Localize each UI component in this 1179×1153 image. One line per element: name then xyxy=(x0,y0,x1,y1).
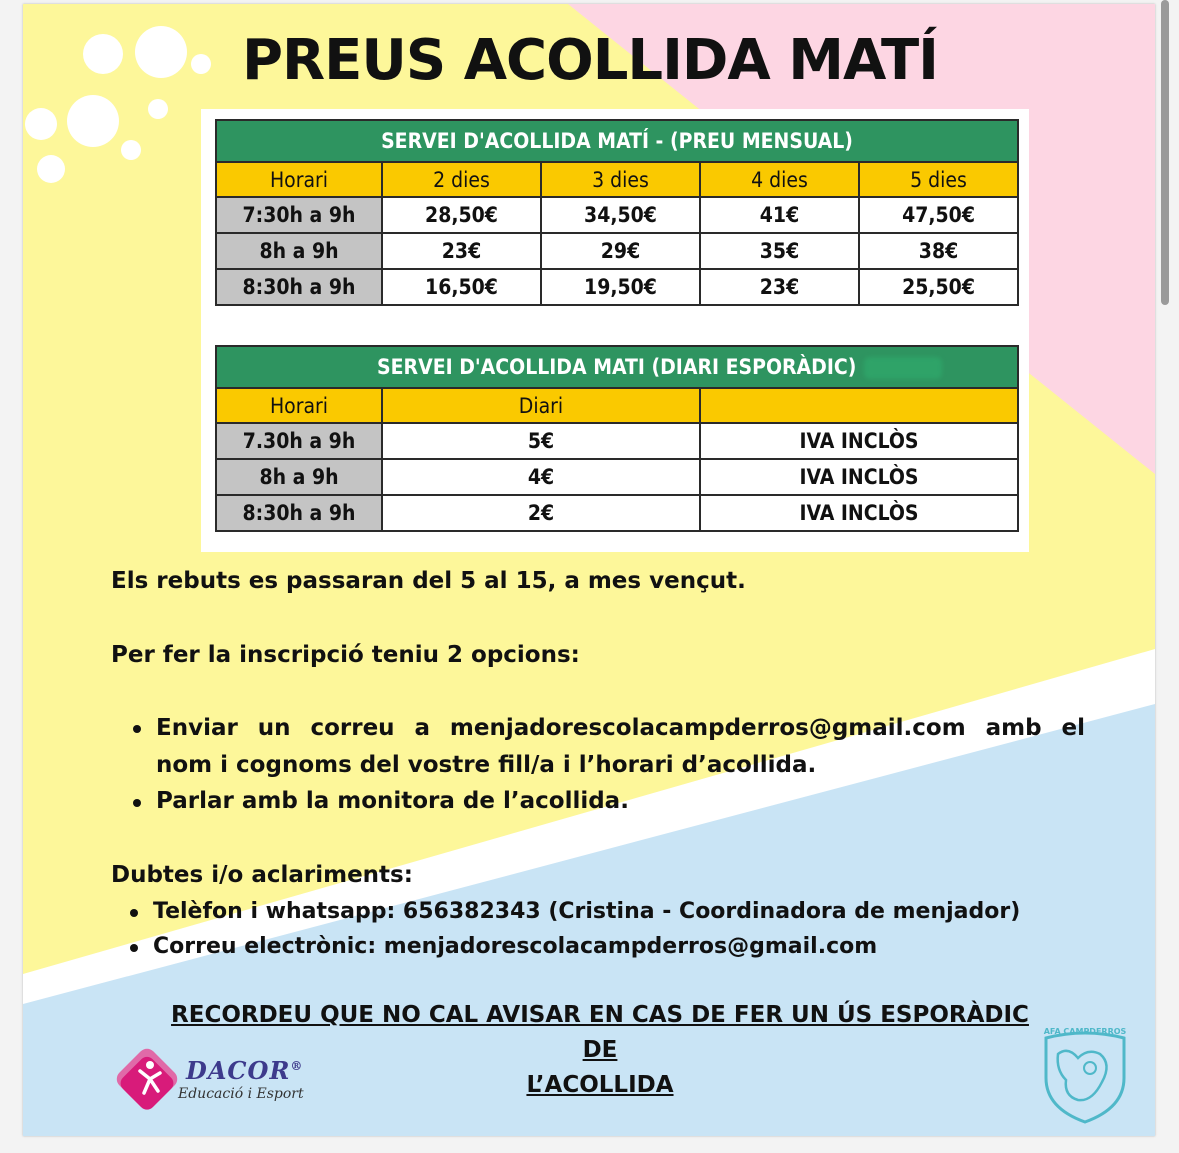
price-cell: 35€ xyxy=(700,233,859,269)
table-row xyxy=(216,233,1018,269)
row-label: 7:30h a 9h xyxy=(216,197,382,233)
dacor-subtitle: Educació i Esport xyxy=(178,1086,304,1102)
price-cell: 41€ xyxy=(700,197,859,233)
price-cell: 25,50€ xyxy=(859,269,1018,305)
afa-logo-text: AFA CAMPDERROS xyxy=(1043,1027,1127,1036)
price-cell: 2€ xyxy=(382,495,700,531)
vat-cell: IVA INCLÒS xyxy=(700,459,1018,495)
price-cell: 16,50€ xyxy=(382,269,541,305)
bullet xyxy=(133,725,141,733)
table-row xyxy=(216,459,1018,495)
table-row xyxy=(216,423,1018,459)
column-header xyxy=(700,388,1018,423)
price-cell: 4€ xyxy=(382,459,700,495)
monthly-price-table xyxy=(215,119,1019,306)
bullet xyxy=(130,909,138,917)
dacor-name xyxy=(186,1056,303,1085)
registered-mark: ® xyxy=(290,1059,304,1073)
daily-table-header-text: SERVEI D'ACOLLIDA MATI (DIARI ESPORÀDIC) xyxy=(377,355,857,379)
price-cell: 23€ xyxy=(700,269,859,305)
option-email-line1: Enviar un correu a menjadorescolacampderros@gmail.com amb el xyxy=(156,715,1085,741)
daily-price-table xyxy=(215,345,1019,532)
price-cell: 28,50€ xyxy=(382,197,541,233)
table-row xyxy=(216,269,1018,305)
row-label: 7.30h a 9h xyxy=(216,423,382,459)
row-label: 8h a 9h xyxy=(216,233,382,269)
option-email-line2: nom i cognoms del vostre fill/a i l’horari d’acollida. xyxy=(156,752,817,778)
inscription-title: Per fer la inscripció teniu 2 opcions: xyxy=(111,642,580,668)
price-cell: 38€ xyxy=(859,233,1018,269)
price-cell: 47,50€ xyxy=(859,197,1018,233)
doubts-title: Dubtes i/o aclariments: xyxy=(111,862,413,888)
afa-campderros-logo-icon xyxy=(1038,1024,1132,1126)
row-label: 8:30h a 9h xyxy=(216,495,382,531)
page-title: PREUS ACOLLIDA MATÍ xyxy=(241,28,939,93)
monthly-table-header: SERVEI D'ACOLLIDA MATÍ - (PREU MENSUAL) xyxy=(216,120,1018,162)
column-header: Diari xyxy=(382,388,700,423)
dacor-logo-icon xyxy=(110,1045,184,1113)
option-monitor: Parlar amb la monitora de l’acollida. xyxy=(156,788,629,814)
price-cell: 29€ xyxy=(541,233,700,269)
contact-phone: Telèfon i whatsapp: 656382343 (Cristina - Coordinadora de menjador) xyxy=(153,899,1021,924)
price-cell: 19,50€ xyxy=(541,269,700,305)
table-row xyxy=(216,495,1018,531)
daily-table-header xyxy=(216,346,1018,388)
notice-line2: L’ACOLLIDA xyxy=(526,1072,674,1098)
column-header: Horari xyxy=(216,162,382,197)
column-header: Horari xyxy=(216,388,382,423)
bullet xyxy=(133,799,141,807)
price-cell: 5€ xyxy=(382,423,700,459)
column-header: 2 dies xyxy=(382,162,541,197)
table-row xyxy=(216,197,1018,233)
receipts-text: Els rebuts es passaran del 5 al 15, a mes vençut. xyxy=(111,568,746,594)
contact-email: Correu electrònic: menjadorescolacampderros@gmail.com xyxy=(153,934,878,959)
bullet xyxy=(130,944,138,952)
redaction-smudge xyxy=(864,357,942,379)
price-cell: 34,50€ xyxy=(541,197,700,233)
row-label: 8:30h a 9h xyxy=(216,269,382,305)
dacor-name-text: DACOR xyxy=(186,1056,291,1085)
price-cell: 23€ xyxy=(382,233,541,269)
vat-cell: IVA INCLÒS xyxy=(700,495,1018,531)
column-header: 3 dies xyxy=(541,162,700,197)
notice-line1: RECORDEU QUE NO CAL AVISAR EN CAS DE FER UN ÚS ESPORÀDIC DE xyxy=(171,1002,1029,1063)
column-header: 5 dies xyxy=(859,162,1018,197)
vat-cell: IVA INCLÒS xyxy=(700,423,1018,459)
row-label: 8h a 9h xyxy=(216,459,382,495)
column-header: 4 dies xyxy=(700,162,859,197)
